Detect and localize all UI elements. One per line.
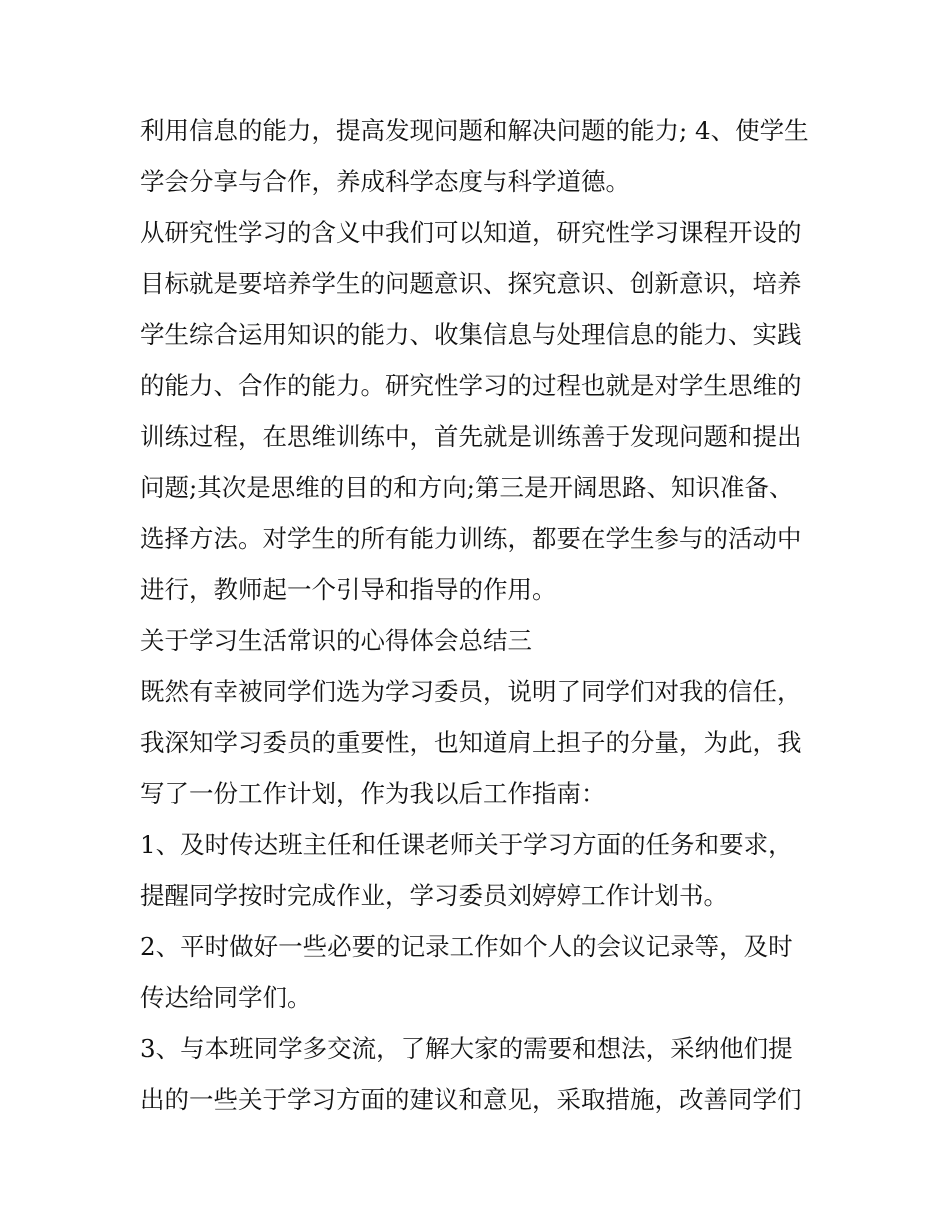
text-line: 从研究性学习的含义中我们可以知道，研究性学习课程开设的	[140, 218, 802, 247]
text-line: 写了一份工作计划，作为我以后工作指南：	[140, 779, 606, 808]
text-line: 利用信息的能力，提高发现问题和解决问题的能力; 4、使学生	[140, 116, 809, 145]
list-item: 3、与本班同学多交流，了解大家的需要和想法，采纳他们提	[140, 1034, 793, 1063]
text-line: 既然有幸被同学们选为学习委员，说明了同学们对我的信任，	[140, 677, 802, 706]
text-line: 问题;其次是思维的目的和方向;第三是开阔思路、知识准备、	[140, 473, 794, 502]
list-item: 1、及时传达班主任和任课老师关于学习方面的任务和要求，	[140, 830, 793, 859]
document-body	[140, 105, 820, 1125]
text-line: 训练过程，在思维训练中，首先就是训练善于发现问题和提出	[140, 422, 802, 451]
text-line: 我深知学习委员的重要性，也知道肩上担子的分量，为此，我	[140, 728, 802, 757]
text-line: 目标就是要培养学生的问题意识、探究意识、创新意识，培养	[140, 269, 802, 298]
list-item: 2、平时做好一些必要的记录工作如个人的会议记录等，及时	[140, 932, 793, 961]
text-line: 的能力、合作的能力。研究性学习的过程也就是对学生思维的	[140, 371, 802, 400]
text-line: 提醒同学按时完成作业，学习委员刘婷婷工作计划书。	[140, 881, 728, 910]
text-line: 进行，教师起一个引导和指导的作用。	[140, 575, 557, 604]
text-line: 选择方法。对学生的所有能力训练，都要在学生参与的活动中	[140, 524, 802, 553]
text-line: 学生综合运用知识的能力、收集信息与处理信息的能力、实践	[140, 320, 802, 349]
section-heading: 关于学习生活常识的心得体会总结三	[140, 626, 532, 655]
text-line: 传达给同学们。	[140, 983, 312, 1012]
text-line: 出的一些关于学习方面的建议和意见，采取措施，改善同学们	[140, 1085, 802, 1114]
text-line: 学会分享与合作，养成科学态度与科学道德。	[140, 167, 630, 196]
